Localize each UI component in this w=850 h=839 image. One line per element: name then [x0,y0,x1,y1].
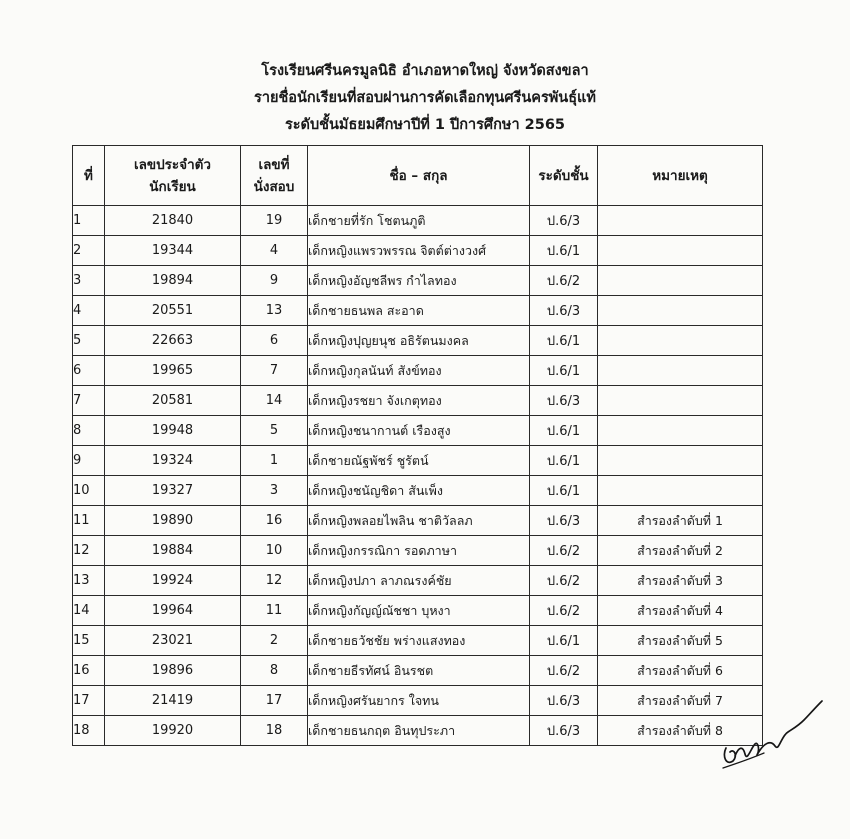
cell-seat: 17 [241,686,308,716]
table-row [73,716,763,746]
cell-level: ป.6/1 [530,416,598,446]
cell-name: เด็กชายธีรทัศน์ อินรชต [308,656,530,686]
cell-seat: 7 [241,356,308,386]
cell-seat: 18 [241,716,308,746]
column-header-no: ที่ [73,146,105,206]
cell-note: สำรองลำดับที่ 7 [598,686,763,716]
document-header [0,58,850,139]
table-row [73,446,763,476]
cell-no: 3 [73,266,105,296]
cell-name: เด็กหญิงศรันยากร ใจทน [308,686,530,716]
column-header-student-id [105,146,241,206]
cell-note [598,446,763,476]
cell-name: เด็กชายณัฐพัชร์ ชูรัตน์ [308,446,530,476]
cell-no: 7 [73,386,105,416]
column-header-name: ชื่อ – สกุล [308,146,530,206]
cell-student-id: 21840 [105,206,241,236]
cell-no: 12 [73,536,105,566]
cell-note [598,236,763,266]
cell-seat: 16 [241,506,308,536]
table-row [73,266,763,296]
cell-no: 13 [73,566,105,596]
cell-note [598,296,763,326]
cell-name: เด็กชายธนกฤต อินทุประภา [308,716,530,746]
cell-student-id: 21419 [105,686,241,716]
table-header [73,146,763,206]
table-body [73,206,763,746]
cell-student-id: 19894 [105,266,241,296]
cell-no: 17 [73,686,105,716]
cell-note: สำรองลำดับที่ 4 [598,596,763,626]
cell-note: สำรองลำดับที่ 2 [598,536,763,566]
cell-student-id: 19948 [105,416,241,446]
cell-note [598,476,763,506]
column-header-seat [241,146,308,206]
cell-seat: 13 [241,296,308,326]
table-row [73,416,763,446]
table-row [73,386,763,416]
column-header-note: หมายเหตุ [598,146,763,206]
cell-seat: 1 [241,446,308,476]
cell-no: 15 [73,626,105,656]
grade-year-line: ระดับชั้นมัธยมศึกษาปีที่ 1 ปีการศึกษา 2565 [284,117,566,133]
cell-seat: 8 [241,656,308,686]
cell-seat: 9 [241,266,308,296]
cell-name: เด็กชายธนพล สะอาด [308,296,530,326]
table-row [73,326,763,356]
cell-level: ป.6/1 [530,326,598,356]
cell-note: สำรองลำดับที่ 3 [598,566,763,596]
cell-name: เด็กหญิงอัญชลีพร กำไลทอง [308,266,530,296]
table-row [73,506,763,536]
cell-student-id: 23021 [105,626,241,656]
cell-student-id: 19890 [105,506,241,536]
cell-level: ป.6/3 [530,686,598,716]
cell-level: ป.6/3 [530,716,598,746]
cell-level: ป.6/1 [530,446,598,476]
cell-seat: 12 [241,566,308,596]
cell-seat: 6 [241,326,308,356]
cell-student-id: 20551 [105,296,241,326]
column-header-seat-line1: เลขที่ [258,156,290,173]
table-row [73,656,763,686]
cell-level: ป.6/2 [530,656,598,686]
table-row [73,296,763,326]
cell-name: เด็กหญิงชนากานต์ เรืองสูง [308,416,530,446]
cell-level: ป.6/3 [530,506,598,536]
cell-student-id: 19327 [105,476,241,506]
cell-name: เด็กหญิงแพรวพรรณ จิตต์ต่างวงศ์ [308,236,530,266]
cell-student-id: 19965 [105,356,241,386]
cell-student-id: 19896 [105,656,241,686]
table-row [73,596,763,626]
cell-no: 11 [73,506,105,536]
cell-note [598,266,763,296]
column-header-student-id-line2: นักเรียน [149,178,196,195]
cell-seat: 2 [241,626,308,656]
cell-level: ป.6/1 [530,236,598,266]
signature-mark [718,692,828,772]
cell-note [598,386,763,416]
table-row [73,536,763,566]
cell-student-id: 19924 [105,566,241,596]
cell-note [598,356,763,386]
cell-student-id: 22663 [105,326,241,356]
table-row [73,236,763,266]
cell-seat: 10 [241,536,308,566]
cell-name: เด็กชายที่รัก โชตนภูติ [308,206,530,236]
column-header-level: ระดับชั้น [530,146,598,206]
cell-note: สำรองลำดับที่ 5 [598,626,763,656]
cell-level: ป.6/2 [530,266,598,296]
cell-student-id: 19920 [105,716,241,746]
cell-level: ป.6/3 [530,386,598,416]
cell-seat: 5 [241,416,308,446]
cell-seat: 14 [241,386,308,416]
cell-note [598,206,763,236]
cell-no: 16 [73,656,105,686]
cell-no: 4 [73,296,105,326]
table-row [73,476,763,506]
school-name-line: โรงเรียนศรีนครมูลนิธิ อำเภอหาดใหญ่ จังหวัดสงขลา [261,63,589,79]
cell-no: 14 [73,596,105,626]
cell-name: เด็กหญิงพลอยไพลิน ชาติวัลลภ [308,506,530,536]
table-row [73,566,763,596]
cell-note: สำรองลำดับที่ 8 [598,716,763,746]
cell-name: เด็กหญิงปภา ลาภณรงค์ชัย [308,566,530,596]
column-header-student-id-line1: เลขประจำตัว [133,156,212,173]
cell-student-id: 19884 [105,536,241,566]
cell-no: 9 [73,446,105,476]
table-row [73,686,763,716]
cell-name: เด็กหญิงกุลนันท์ สังข์ทอง [308,356,530,386]
cell-no: 2 [73,236,105,266]
cell-no: 6 [73,356,105,386]
cell-level: ป.6/2 [530,536,598,566]
cell-no: 10 [73,476,105,506]
table-row [73,626,763,656]
cell-level: ป.6/3 [530,206,598,236]
cell-no: 8 [73,416,105,446]
table-row [73,356,763,386]
cell-level: ป.6/1 [530,476,598,506]
cell-student-id: 19964 [105,596,241,626]
cell-level: ป.6/2 [530,566,598,596]
student-list-table [72,145,763,746]
cell-seat: 11 [241,596,308,626]
cell-name: เด็กชายธวัชชัย พร่างแสงทอง [308,626,530,656]
cell-level: ป.6/1 [530,626,598,656]
cell-no: 18 [73,716,105,746]
cell-level: ป.6/2 [530,596,598,626]
cell-seat: 3 [241,476,308,506]
cell-name: เด็กหญิงปุญยนุช อธิรัตนมงคล [308,326,530,356]
cell-name: เด็กหญิงกัญญ์ณัชชา บุหงา [308,596,530,626]
cell-no: 5 [73,326,105,356]
table-header-row [73,146,763,206]
cell-seat: 4 [241,236,308,266]
cell-name: เด็กหญิงชนัญชิดา สันเพ็ง [308,476,530,506]
cell-student-id: 20581 [105,386,241,416]
cell-note [598,326,763,356]
cell-note [598,416,763,446]
list-title-line: รายชื่อนักเรียนที่สอบผ่านการคัดเลือกทุนศรีนครพันธุ์แท้ [254,90,596,106]
cell-student-id: 19344 [105,236,241,266]
cell-seat: 19 [241,206,308,236]
column-header-seat-line2: นั่งสอบ [253,178,295,195]
cell-level: ป.6/3 [530,296,598,326]
cell-note: สำรองลำดับที่ 1 [598,506,763,536]
cell-name: เด็กหญิงรชยา จังเกตุทอง [308,386,530,416]
cell-name: เด็กหญิงกรรณิกา รอดภาษา [308,536,530,566]
cell-student-id: 19324 [105,446,241,476]
cell-level: ป.6/1 [530,356,598,386]
cell-note: สำรองลำดับที่ 6 [598,656,763,686]
cell-no: 1 [73,206,105,236]
table-row [73,206,763,236]
